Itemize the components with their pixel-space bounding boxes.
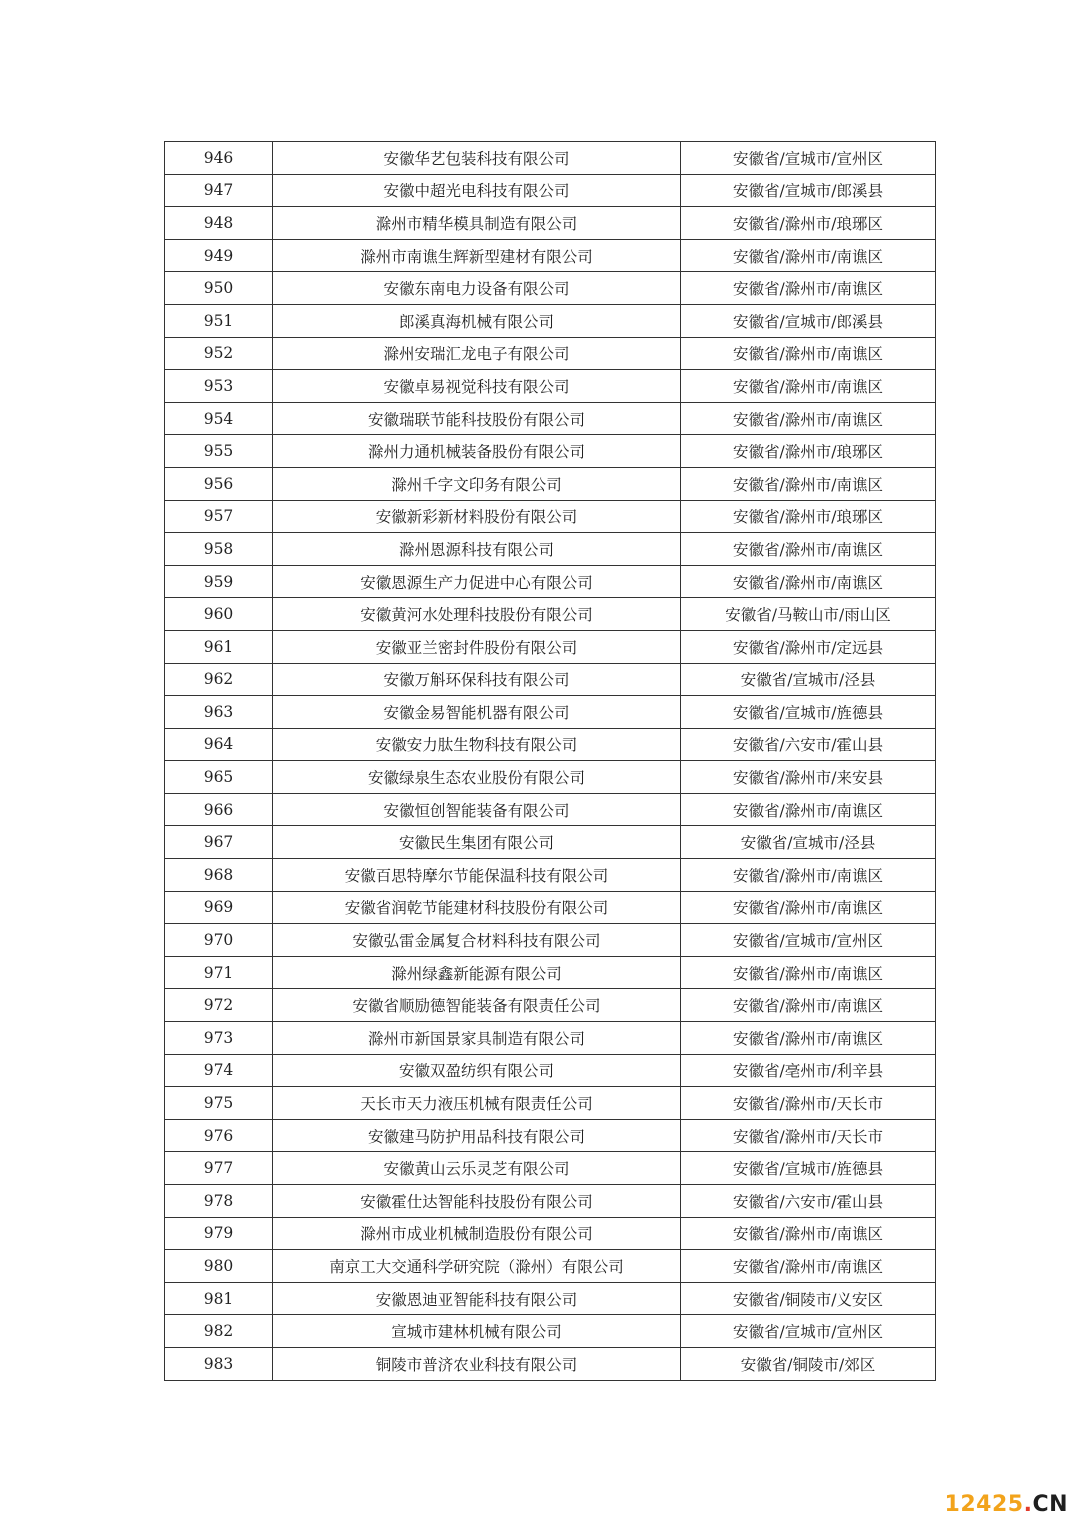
company-name-cell: 安徽恒创智能装备有限公司 bbox=[273, 793, 681, 826]
location-cell: 安徽省/六安市/霍山县 bbox=[681, 1185, 936, 1218]
company-name-cell: 安徽百思特摩尔节能保温科技有限公司 bbox=[273, 859, 681, 892]
location-cell: 安徽省/宣城市/宣州区 bbox=[681, 142, 936, 175]
location-cell: 安徽省/滁州市/南谯区 bbox=[681, 337, 936, 370]
table-row bbox=[165, 793, 936, 826]
table-row bbox=[165, 337, 936, 370]
location-cell: 安徽省/滁州市/琅琊区 bbox=[681, 500, 936, 533]
table-row bbox=[165, 598, 936, 631]
table-row bbox=[165, 435, 936, 468]
row-number-cell: 953 bbox=[165, 370, 273, 403]
location-cell: 安徽省/宣城市/泾县 bbox=[681, 663, 936, 696]
watermark-number: 12425 bbox=[944, 1492, 1024, 1517]
company-name-cell: 铜陵市普济农业科技有限公司 bbox=[273, 1347, 681, 1380]
row-number-cell: 951 bbox=[165, 304, 273, 337]
table-body bbox=[165, 142, 936, 1381]
location-cell: 安徽省/宣城市/宣州区 bbox=[681, 924, 936, 957]
row-number-cell: 952 bbox=[165, 337, 273, 370]
table-row bbox=[165, 304, 936, 337]
company-name-cell: 安徽瑞联节能科技股份有限公司 bbox=[273, 402, 681, 435]
row-number-cell: 950 bbox=[165, 272, 273, 305]
table-row bbox=[165, 174, 936, 207]
location-cell: 安徽省/滁州市/南谯区 bbox=[681, 565, 936, 598]
company-name-cell: 安徽安力肽生物科技有限公司 bbox=[273, 728, 681, 761]
company-name-cell: 安徽绿泉生态农业股份有限公司 bbox=[273, 761, 681, 794]
company-name-cell: 郎溪真海机械有限公司 bbox=[273, 304, 681, 337]
location-cell: 安徽省/滁州市/南谯区 bbox=[681, 989, 936, 1022]
row-number-cell: 958 bbox=[165, 533, 273, 566]
table-row bbox=[165, 272, 936, 305]
company-name-cell: 宣城市建林机械有限公司 bbox=[273, 1315, 681, 1348]
row-number-cell: 976 bbox=[165, 1119, 273, 1152]
company-name-cell: 安徽黄河水处理科技股份有限公司 bbox=[273, 598, 681, 631]
table-row bbox=[165, 533, 936, 566]
company-name-cell: 安徽弘雷金属复合材料科技有限公司 bbox=[273, 924, 681, 957]
location-cell: 安徽省/铜陵市/郊区 bbox=[681, 1347, 936, 1380]
company-name-cell: 安徽万斛环保科技有限公司 bbox=[273, 663, 681, 696]
company-name-cell: 安徽建马防护用品科技有限公司 bbox=[273, 1119, 681, 1152]
table-row bbox=[165, 1119, 936, 1152]
row-number-cell: 965 bbox=[165, 761, 273, 794]
location-cell: 安徽省/滁州市/琅琊区 bbox=[681, 207, 936, 240]
row-number-cell: 963 bbox=[165, 696, 273, 729]
row-number-cell: 983 bbox=[165, 1347, 273, 1380]
watermark-dot: . bbox=[1023, 1492, 1033, 1517]
table-row bbox=[165, 1022, 936, 1055]
company-name-cell: 安徽新彩新材料股份有限公司 bbox=[273, 500, 681, 533]
table-row bbox=[165, 1282, 936, 1315]
row-number-cell: 956 bbox=[165, 467, 273, 500]
row-number-cell: 948 bbox=[165, 207, 273, 240]
table-row bbox=[165, 1087, 936, 1120]
company-name-cell: 安徽卓易视觉科技有限公司 bbox=[273, 370, 681, 403]
location-cell: 安徽省/宣城市/宣州区 bbox=[681, 1315, 936, 1348]
company-table bbox=[164, 141, 936, 1381]
location-cell: 安徽省/滁州市/南谯区 bbox=[681, 859, 936, 892]
company-name-cell: 天长市天力液压机械有限责任公司 bbox=[273, 1087, 681, 1120]
row-number-cell: 954 bbox=[165, 402, 273, 435]
location-cell: 安徽省/滁州市/定远县 bbox=[681, 630, 936, 663]
row-number-cell: 962 bbox=[165, 663, 273, 696]
table-row bbox=[165, 1217, 936, 1250]
location-cell: 安徽省/马鞍山市/雨山区 bbox=[681, 598, 936, 631]
table-row bbox=[165, 1347, 936, 1380]
table-row bbox=[165, 891, 936, 924]
company-name-cell: 南京工大交通科学研究院（滁州）有限公司 bbox=[273, 1250, 681, 1283]
company-name-cell: 安徽省润乾节能建材科技股份有限公司 bbox=[273, 891, 681, 924]
location-cell: 安徽省/亳州市/利辛县 bbox=[681, 1054, 936, 1087]
location-cell: 安徽省/滁州市/南谯区 bbox=[681, 956, 936, 989]
company-name-cell: 安徽恩迪亚智能科技有限公司 bbox=[273, 1282, 681, 1315]
row-number-cell: 968 bbox=[165, 859, 273, 892]
table-row bbox=[165, 370, 936, 403]
location-cell: 安徽省/六安市/霍山县 bbox=[681, 728, 936, 761]
company-name-cell: 安徽黄山云乐灵芝有限公司 bbox=[273, 1152, 681, 1185]
company-name-cell: 滁州市新国景家具制造有限公司 bbox=[273, 1022, 681, 1055]
location-cell: 安徽省/滁州市/来安县 bbox=[681, 761, 936, 794]
table-row bbox=[165, 989, 936, 1022]
company-name-cell: 安徽东南电力设备有限公司 bbox=[273, 272, 681, 305]
row-number-cell: 955 bbox=[165, 435, 273, 468]
company-name-cell: 安徽霍仕达智能科技股份有限公司 bbox=[273, 1185, 681, 1218]
row-number-cell: 970 bbox=[165, 924, 273, 957]
company-name-cell: 滁州力通机械装备股份有限公司 bbox=[273, 435, 681, 468]
table-row bbox=[165, 826, 936, 859]
table-row bbox=[165, 956, 936, 989]
row-number-cell: 946 bbox=[165, 142, 273, 175]
table-row bbox=[165, 1315, 936, 1348]
table-row bbox=[165, 1185, 936, 1218]
company-name-cell: 滁州安瑞汇龙电子有限公司 bbox=[273, 337, 681, 370]
location-cell: 安徽省/滁州市/南谯区 bbox=[681, 402, 936, 435]
company-name-cell: 安徽省顺励德智能装备有限责任公司 bbox=[273, 989, 681, 1022]
row-number-cell: 964 bbox=[165, 728, 273, 761]
row-number-cell: 960 bbox=[165, 598, 273, 631]
row-number-cell: 947 bbox=[165, 174, 273, 207]
row-number-cell: 967 bbox=[165, 826, 273, 859]
table-row bbox=[165, 1152, 936, 1185]
location-cell: 安徽省/滁州市/南谯区 bbox=[681, 467, 936, 500]
location-cell: 安徽省/滁州市/南谯区 bbox=[681, 891, 936, 924]
table-row bbox=[165, 142, 936, 175]
row-number-cell: 974 bbox=[165, 1054, 273, 1087]
table-row bbox=[165, 207, 936, 240]
row-number-cell: 959 bbox=[165, 565, 273, 598]
table-row bbox=[165, 761, 936, 794]
watermark-suffix: CN bbox=[1032, 1492, 1068, 1517]
location-cell: 安徽省/滁州市/天长市 bbox=[681, 1119, 936, 1152]
company-name-cell: 安徽金易智能机器有限公司 bbox=[273, 696, 681, 729]
company-name-cell: 安徽恩源生产力促进中心有限公司 bbox=[273, 565, 681, 598]
location-cell: 安徽省/宣城市/郎溪县 bbox=[681, 304, 936, 337]
location-cell: 安徽省/宣城市/旌德县 bbox=[681, 1152, 936, 1185]
company-name-cell: 安徽亚兰密封件股份有限公司 bbox=[273, 630, 681, 663]
row-number-cell: 975 bbox=[165, 1087, 273, 1120]
table-row bbox=[165, 728, 936, 761]
row-number-cell: 969 bbox=[165, 891, 273, 924]
company-name-cell: 安徽民生集团有限公司 bbox=[273, 826, 681, 859]
location-cell: 安徽省/宣城市/郎溪县 bbox=[681, 174, 936, 207]
location-cell: 安徽省/宣城市/泾县 bbox=[681, 826, 936, 859]
company-name-cell: 安徽双盈纺织有限公司 bbox=[273, 1054, 681, 1087]
company-name-cell: 滁州市精华模具制造有限公司 bbox=[273, 207, 681, 240]
company-name-cell: 滁州千字文印务有限公司 bbox=[273, 467, 681, 500]
location-cell: 安徽省/滁州市/南谯区 bbox=[681, 533, 936, 566]
table-row bbox=[165, 1054, 936, 1087]
location-cell: 安徽省/滁州市/南谯区 bbox=[681, 370, 936, 403]
location-cell: 安徽省/宣城市/旌德县 bbox=[681, 696, 936, 729]
row-number-cell: 961 bbox=[165, 630, 273, 663]
row-number-cell: 977 bbox=[165, 1152, 273, 1185]
table-row bbox=[165, 630, 936, 663]
table-row bbox=[165, 565, 936, 598]
row-number-cell: 972 bbox=[165, 989, 273, 1022]
company-name-cell: 滁州市成业机械制造股份有限公司 bbox=[273, 1217, 681, 1250]
location-cell: 安徽省/铜陵市/义安区 bbox=[681, 1282, 936, 1315]
location-cell: 安徽省/滁州市/琅琊区 bbox=[681, 435, 936, 468]
table-row bbox=[165, 239, 936, 272]
company-name-cell: 滁州绿鑫新能源有限公司 bbox=[273, 956, 681, 989]
table-row bbox=[165, 663, 936, 696]
company-name-cell: 滁州恩源科技有限公司 bbox=[273, 533, 681, 566]
row-number-cell: 973 bbox=[165, 1022, 273, 1055]
row-number-cell: 966 bbox=[165, 793, 273, 826]
company-name-cell: 安徽中超光电科技有限公司 bbox=[273, 174, 681, 207]
row-number-cell: 982 bbox=[165, 1315, 273, 1348]
table-row bbox=[165, 1250, 936, 1283]
table-row bbox=[165, 859, 936, 892]
company-name-cell: 安徽华艺包装科技有限公司 bbox=[273, 142, 681, 175]
company-name-cell: 滁州市南谯生辉新型建材有限公司 bbox=[273, 239, 681, 272]
table-row bbox=[165, 924, 936, 957]
location-cell: 安徽省/滁州市/南谯区 bbox=[681, 1250, 936, 1283]
row-number-cell: 971 bbox=[165, 956, 273, 989]
location-cell: 安徽省/滁州市/天长市 bbox=[681, 1087, 936, 1120]
location-cell: 安徽省/滁州市/南谯区 bbox=[681, 239, 936, 272]
row-number-cell: 949 bbox=[165, 239, 273, 272]
location-cell: 安徽省/滁州市/南谯区 bbox=[681, 793, 936, 826]
row-number-cell: 981 bbox=[165, 1282, 273, 1315]
site-watermark-logo bbox=[945, 1492, 1068, 1517]
row-number-cell: 979 bbox=[165, 1217, 273, 1250]
location-cell: 安徽省/滁州市/南谯区 bbox=[681, 1217, 936, 1250]
table-row bbox=[165, 467, 936, 500]
row-number-cell: 957 bbox=[165, 500, 273, 533]
table-row bbox=[165, 402, 936, 435]
location-cell: 安徽省/滁州市/南谯区 bbox=[681, 1022, 936, 1055]
row-number-cell: 978 bbox=[165, 1185, 273, 1218]
table-row bbox=[165, 500, 936, 533]
row-number-cell: 980 bbox=[165, 1250, 273, 1283]
location-cell: 安徽省/滁州市/南谯区 bbox=[681, 272, 936, 305]
table-row bbox=[165, 696, 936, 729]
